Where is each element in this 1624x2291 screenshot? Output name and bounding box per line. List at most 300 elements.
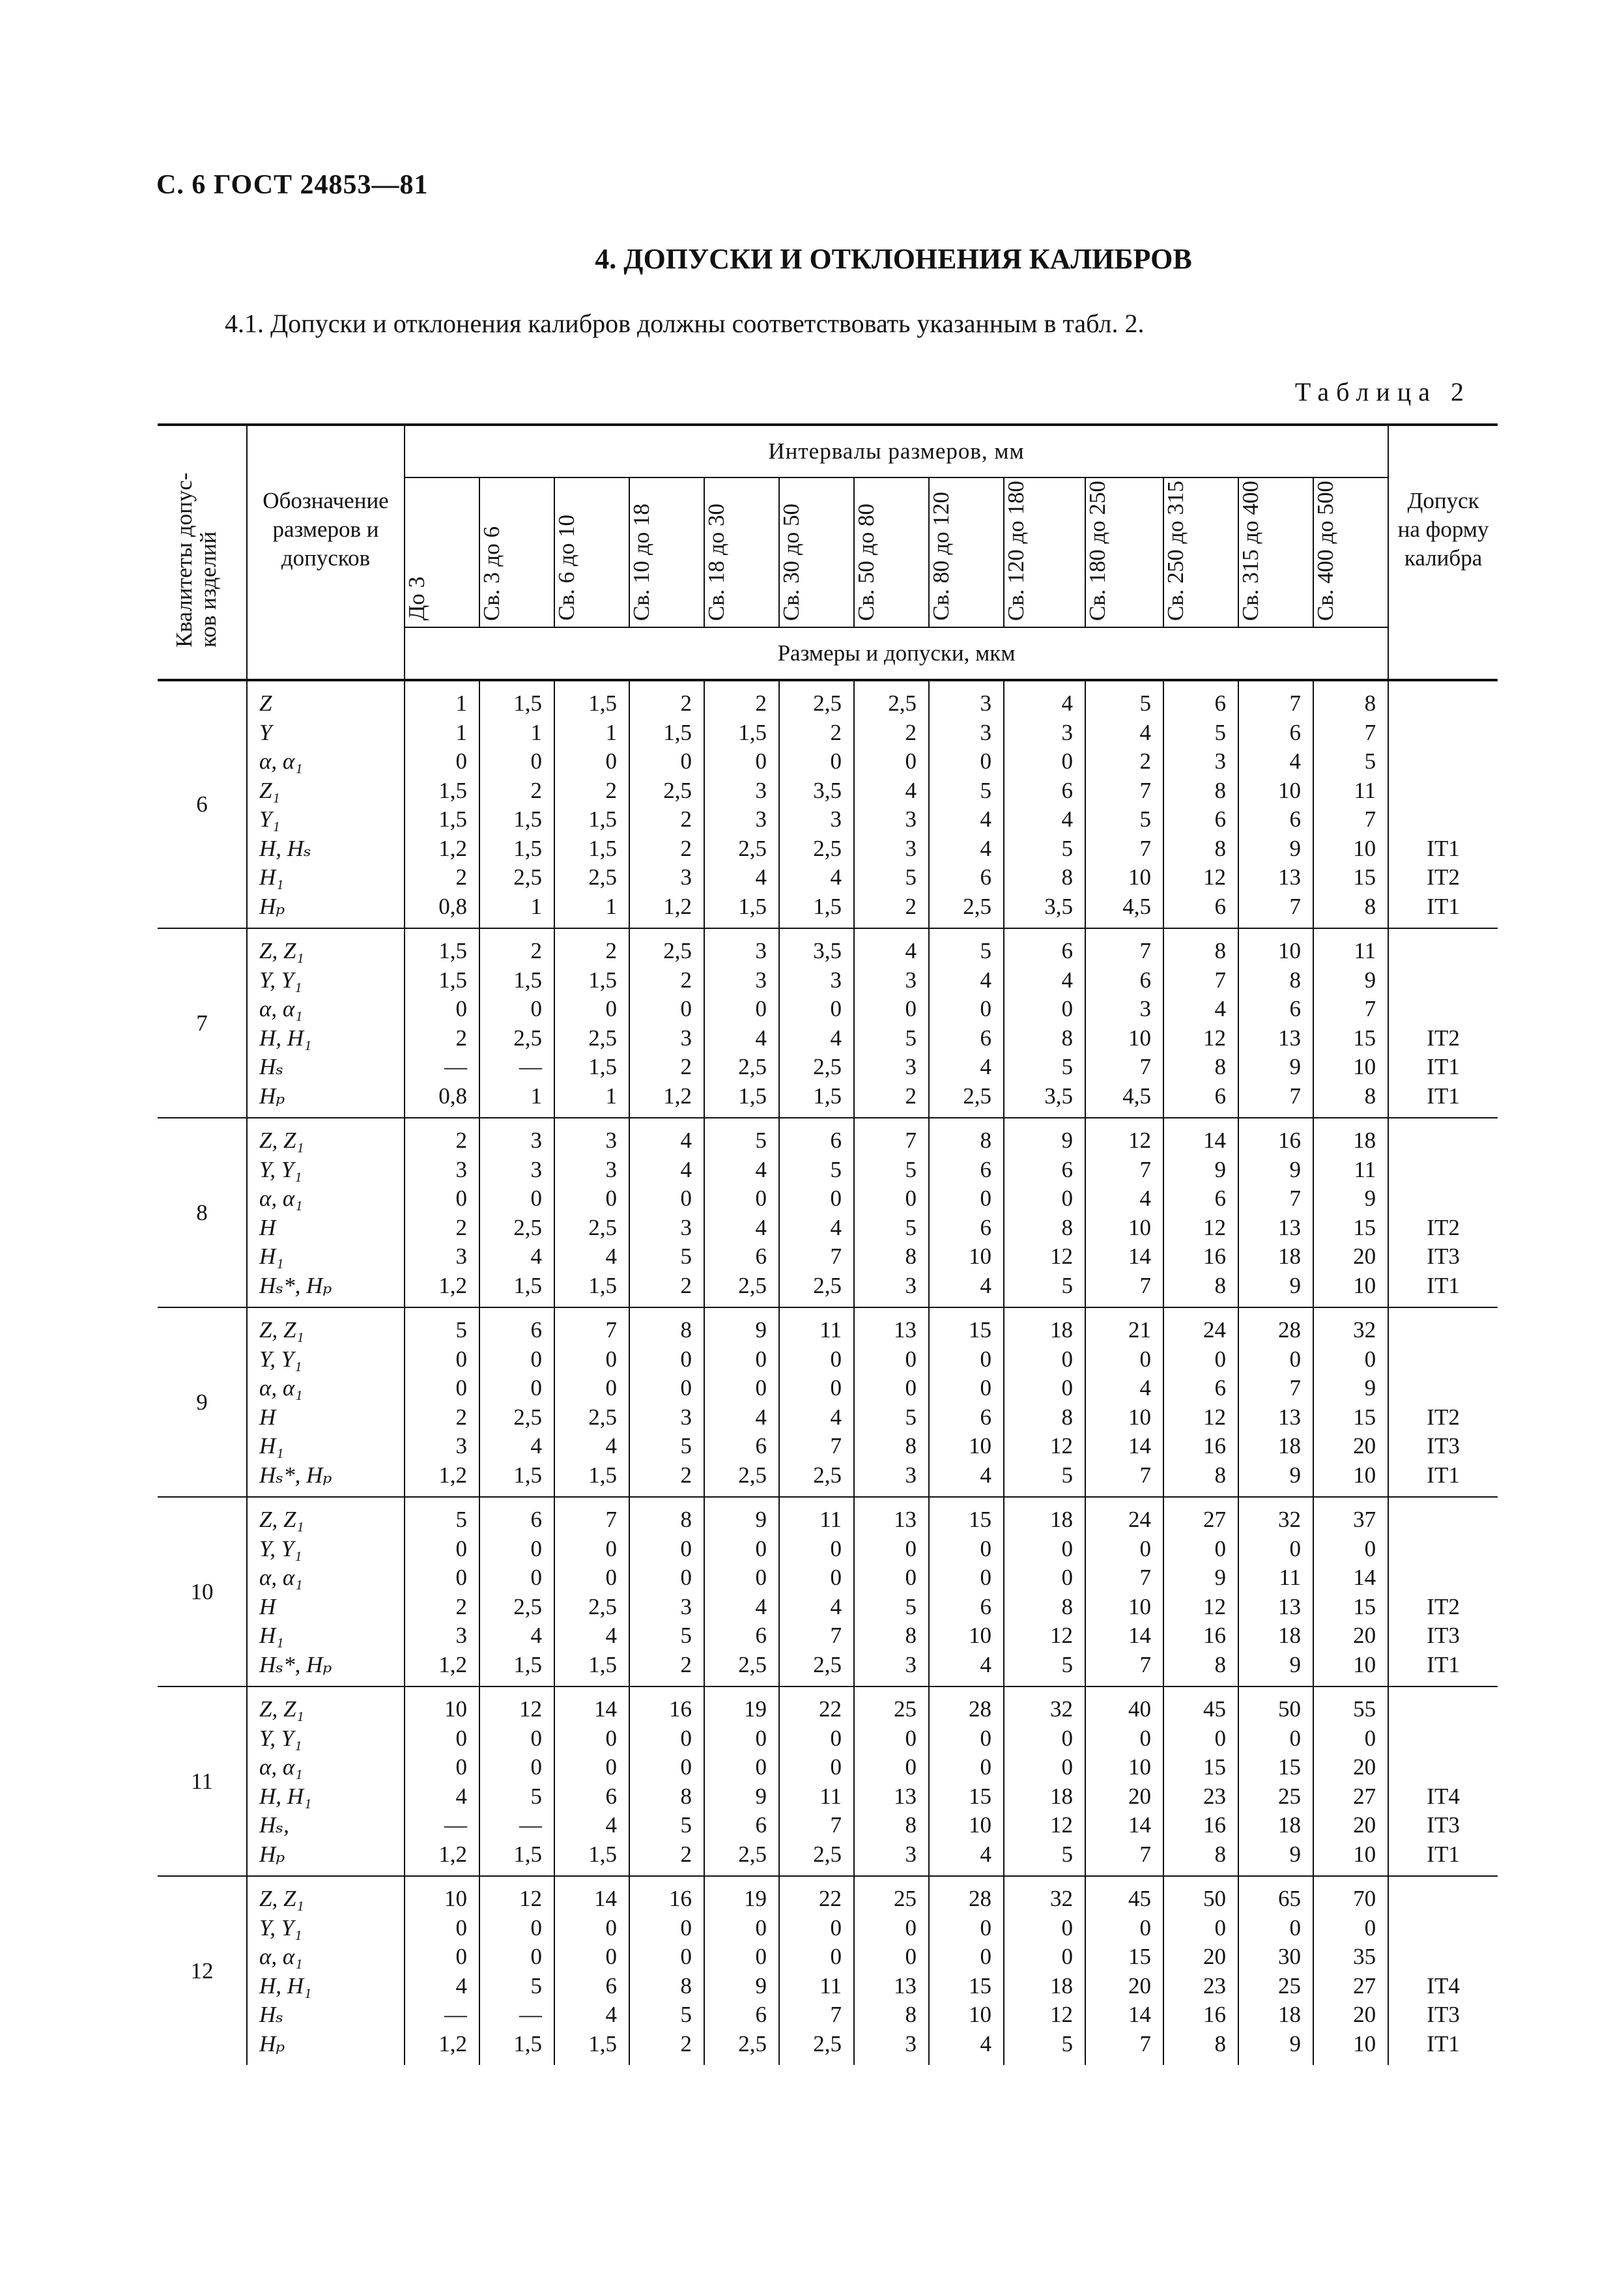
value-line: 10 [1353,835,1376,861]
value-line: 0 [905,1535,917,1561]
value-cell [1313,1686,1388,1876]
value-line: 3 [980,719,991,745]
value-line: 2 [680,1054,692,1079]
value-line: — [519,1054,542,1079]
form-tolerance-line: IT1 [1427,1841,1460,1867]
value-line: 2 [680,1841,692,1867]
value-line: 10 [969,1812,991,1838]
designation-line: H₁ [259,1623,284,1648]
interval-header-text: Св. 250 до 315 [1163,480,1188,621]
value-line: 12 [1128,1128,1151,1153]
designation-line: Z, Z₁ [259,938,304,963]
value-cell [405,1118,479,1307]
value-line: 0 [680,1725,692,1751]
value-line: 15 [1353,1593,1376,1619]
value-cell [479,928,554,1118]
form-tolerance-line: IT2 [1427,1404,1460,1430]
value-line: 10 [969,1623,991,1648]
value-line: 20 [1353,1754,1376,1780]
value-line: 18 [1050,1972,1073,1999]
designation-line: α, α₁ [259,748,303,774]
value-line: 4 [1139,1186,1151,1211]
value-line: 0 [455,1725,467,1751]
designation-line: H₁ [259,864,284,890]
value-line: 18 [1050,1507,1073,1532]
value-line: 0 [1139,1346,1151,1372]
designation-line: Hₚ [259,1083,285,1109]
value-line: 0 [1061,1725,1073,1751]
value-line: 0 [605,1914,617,1941]
value-line: 0 [605,748,617,774]
form-tolerance-line [1389,776,1498,806]
value-line: 0 [530,1914,542,1941]
value-line: 6 [980,1156,991,1182]
form-tolerance-line [1389,1156,1498,1185]
value-line: 0 [1214,1346,1226,1372]
value-line: 0 [755,1914,767,1941]
tolerance-table [158,423,1498,2065]
value-line: 4 [605,1244,617,1269]
value-line: 0 [680,1565,692,1590]
value-line: — [519,2002,542,2027]
designation-line: Y, Y₁ [259,1346,302,1372]
value-line: 7 [1214,967,1226,993]
value-line: 0 [1214,1535,1226,1561]
value-line: 4 [605,1433,617,1459]
form-tolerance-line: IT1 [1427,2030,1460,2056]
value-cell [929,1686,1004,1876]
value-line: 5 [905,1025,917,1051]
form-tolerance-line: IT2 [1427,1214,1460,1240]
value-line: 8 [1214,2030,1226,2056]
value-line: 2,5 [513,1593,542,1619]
interval-header [779,477,854,627]
value-line: 7 [1139,1651,1151,1677]
interval-header [854,477,929,627]
value-line: 5 [455,1507,467,1532]
value-line: 6 [1061,777,1073,803]
value-line: 0 [905,1914,917,1941]
value-line: 0 [980,1346,991,1372]
value-line: 13 [894,1972,917,1999]
value-cell [1163,1876,1238,2065]
value-line: 1,2 [438,1462,467,1488]
value-line: 7 [1139,777,1151,803]
value-line: 2 [455,864,467,890]
value-line: 20 [1128,1783,1151,1809]
value-line: 5 [1061,1651,1073,1677]
designation-line: H, H₁ [259,1972,312,1999]
value-line: 0 [680,1944,692,1969]
value-line: 0 [1364,1346,1376,1372]
value-cell [704,1686,779,1876]
value-line: 6 [1139,967,1151,993]
value-line: 6 [830,1128,842,1153]
value-line: 35 [1353,1944,1376,1969]
value-line: 65 [1278,1886,1301,1911]
value-line: 3 [680,1593,692,1619]
value-line: 32 [1353,1317,1376,1343]
value-cell [704,1876,779,2065]
form-tolerance-line [1389,1914,1498,1943]
value-cell [779,680,854,928]
value-line: 3 [905,835,917,861]
value-line: 5 [980,777,991,803]
value-cell [554,1497,629,1686]
form-tolerance-line: IT1 [1427,1083,1460,1109]
value-line: 1,5 [738,719,767,745]
value-line: 0 [755,1754,767,1780]
value-line: 8 [1364,690,1376,716]
value-line: 10 [1128,1214,1151,1240]
value-line: 0 [980,1186,991,1211]
designation-line: α, α₁ [259,1375,303,1401]
value-line: 8 [1214,1054,1226,1079]
value-line: 2,5 [813,1054,842,1079]
value-line: 2,5 [663,777,692,803]
value-line: 0 [905,1725,917,1751]
value-line: 5 [905,1593,917,1619]
value-line: 27 [1353,1972,1376,1999]
value-line: 45 [1203,1696,1226,1722]
value-cell [1238,1307,1313,1497]
quality-group-row [158,1307,1498,1497]
value-line: 4 [455,1783,467,1809]
value-line: 6 [1061,1156,1073,1182]
value-cell [554,928,629,1118]
value-cell [629,1118,704,1307]
value-line: 0 [980,1535,991,1561]
value-line: 18 [1050,1317,1073,1343]
designation-line: Y, Y₁ [259,1156,302,1182]
value-line: 7 [830,1244,842,1269]
value-line: 2,5 [513,1214,542,1240]
value-line: 16 [1278,1128,1301,1153]
value-line: 12 [1050,2002,1073,2027]
value-line: 0 [530,1346,542,1372]
value-line: 18 [1278,2002,1301,2027]
value-line: 18 [1278,1812,1301,1838]
value-line: 0 [830,1754,842,1780]
value-line: 4 [1139,719,1151,745]
value-line: 0,8 [438,893,467,919]
value-line: 3 [755,967,767,993]
value-line: 4,5 [1122,893,1151,919]
value-line: 18 [1278,1623,1301,1648]
value-line: 10 [1128,1404,1151,1430]
value-line: 10 [969,1433,991,1459]
value-line: 11 [1354,1156,1376,1182]
value-line: 2 [680,690,692,716]
form-tolerance-line [1389,1563,1498,1593]
value-cell [929,1307,1004,1497]
value-line: 15 [1128,1944,1151,1969]
form-tolerance-line: IT1 [1427,1272,1460,1298]
value-line: 14 [1353,1565,1376,1590]
value-line: 10 [1353,1651,1376,1677]
value-line: 7 [1139,938,1151,963]
value-line: 10 [1128,1025,1151,1051]
interval-header-text: Св. 400 до 500 [1313,480,1338,621]
designation-cell [247,1118,405,1307]
value-line: 14 [1128,2002,1151,2027]
value-line: 22 [819,1886,842,1911]
value-line: 9 [1214,1156,1226,1182]
value-line: — [519,1812,542,1838]
form-tolerance-line: IT1 [1427,1462,1460,1488]
value-line: 0 [605,1186,617,1211]
value-line: 2 [455,1128,467,1153]
value-line: 2,5 [738,1054,767,1079]
value-line: 10 [1128,864,1151,890]
value-line: 6 [980,1025,991,1051]
value-line: 9 [1289,1054,1301,1079]
value-line: 2,5 [663,938,692,963]
value-line: 8 [905,1433,917,1459]
value-line: 18 [1278,1244,1301,1269]
value-line: 0 [680,1186,692,1211]
value-line: 0 [1214,1914,1226,1941]
value-line: 14 [1128,1433,1151,1459]
value-line: 12 [1050,1623,1073,1648]
value-line: 0 [1364,1535,1376,1561]
value-line: 0 [605,1535,617,1561]
value-line: 0 [1364,1914,1376,1941]
value-line: 0 [905,1186,917,1211]
value-line: 3 [605,1156,617,1182]
form-tolerance-line [1389,719,1498,748]
designation-line: Z, Z₁ [259,1317,304,1343]
value-cell [405,928,479,1118]
value-line: 28 [1278,1317,1301,1343]
value-line: 0 [755,1535,767,1561]
interval-header-text: Св. 50 до 80 [853,503,879,621]
value-line: 0 [455,1914,467,1941]
value-line: 1,5 [438,777,467,803]
value-line: 1,2 [438,2030,467,2056]
value-line: 18 [1278,1433,1301,1459]
value-line: 0 [1289,1725,1301,1751]
value-cell [1085,1307,1163,1497]
designation-line: Y, Y₁ [259,1725,302,1751]
value-line: 3,5 [813,938,842,963]
value-line: 12 [1050,1244,1073,1269]
value-cell [405,1686,479,1876]
form-tolerance-line [1389,966,1498,995]
page-header: С. 6 ГОСТ 24853—81 [156,170,429,200]
value-cell [479,1118,554,1307]
value-line: 11 [1354,777,1376,803]
value-line: 1,5 [738,893,767,919]
value-line: 7 [1289,1375,1301,1401]
value-line: 2 [830,719,842,745]
value-line: 9 [755,1783,767,1809]
form-tolerance-line: IT2 [1427,864,1460,890]
designation-line: Hₛ*, Hₚ [259,1462,332,1488]
value-line: 1 [530,1083,542,1109]
value-line: 12 [519,1696,542,1722]
value-line: 19 [744,1886,767,1911]
value-line: 12 [1203,1214,1226,1240]
value-line: 19 [744,1696,767,1722]
value-cell [405,1497,479,1686]
value-line: 2 [680,1272,692,1298]
value-line: 9 [1289,1462,1301,1488]
value-line: 2 [680,2030,692,2056]
value-line: 7 [1364,806,1376,832]
form-tolerance-line [1389,805,1498,834]
value-line: 7 [605,1507,617,1532]
value-line: 15 [969,1972,991,1999]
value-line: 3 [755,777,767,803]
value-cell [554,1686,629,1876]
value-line: 15 [1203,1754,1226,1780]
value-line: 2,5 [513,1025,542,1051]
value-line: 6 [980,1593,991,1619]
value-line: 5 [1139,690,1151,716]
value-cell [1313,1118,1388,1307]
value-line: 8 [1061,1404,1073,1430]
value-line: 0 [680,1535,692,1561]
value-line: 1 [605,893,617,919]
value-line: 1,5 [588,967,617,993]
value-line: 1,2 [663,893,692,919]
value-line: 0 [1289,1535,1301,1561]
value-line: 0 [530,1725,542,1751]
value-line: 0 [1214,1725,1226,1751]
value-line: 4 [605,1812,617,1838]
value-line: 6 [1061,938,1073,963]
quality-group-row [158,1497,1498,1686]
value-line: 4 [980,1272,991,1298]
value-line: 2,5 [738,2030,767,2056]
value-line: 0 [530,1186,542,1211]
value-line: 16 [1203,1812,1226,1838]
value-line: 7 [1139,1054,1151,1079]
column-header-quality [158,425,247,680]
value-line: 4 [1061,967,1073,993]
value-line: 1 [455,719,467,745]
value-line: 4,5 [1122,1083,1151,1109]
designation-line: Z, Z₁ [259,1128,304,1153]
value-line: 1,5 [588,1841,617,1867]
value-line: 0 [605,1375,617,1401]
value-cell [854,1118,929,1307]
value-line: 12 [1203,1404,1226,1430]
value-line: 16 [1203,1244,1226,1269]
value-line: 4 [680,1128,692,1153]
interval-header [479,477,554,627]
value-line: 5 [1061,1841,1073,1867]
form-tolerance-line [1389,1885,1498,1914]
value-line: 6 [1214,1375,1226,1401]
value-line: 8 [1214,835,1226,861]
value-cell [1085,1497,1163,1686]
value-line: 1,5 [513,2030,542,2056]
form-tolerance-line [1389,1535,1498,1564]
value-line: 18 [1050,1783,1073,1809]
value-line: 0 [530,1565,542,1590]
value-line: 70 [1353,1886,1376,1911]
designation-line: α, α₁ [259,1565,303,1590]
form-tolerance-line: IT2 [1427,1593,1460,1619]
value-cell [779,1497,854,1686]
value-line: 6 [755,1244,767,1269]
value-line: 0 [905,1346,917,1372]
value-line: 2,5 [738,1841,767,1867]
value-line: 0 [905,1375,917,1401]
value-line: 4 [755,1025,767,1051]
value-cell [704,1307,779,1497]
form-tolerance-line [1389,995,1498,1024]
value-line: 4 [905,777,917,803]
value-line: 20 [1353,2002,1376,2027]
designation-line: α, α₁ [259,1754,303,1780]
value-line: 4 [830,1404,842,1430]
value-line: 0 [455,748,467,774]
form-tolerance-line: IT1 [1427,835,1460,861]
value-cell [1004,1497,1085,1686]
designation-line: H, H₁ [259,1025,312,1051]
value-line: 0 [455,1346,467,1372]
interval-header [1085,477,1163,627]
value-line: 2 [455,1214,467,1240]
value-line: 3 [830,806,842,832]
value-line: 0 [1061,1186,1073,1211]
value-line: 0 [455,1535,467,1561]
value-line: 4 [530,1433,542,1459]
value-line: 2,5 [588,1404,617,1430]
value-line: 13 [1278,1404,1301,1430]
value-line: 0 [830,1565,842,1590]
value-line: 8 [1364,893,1376,919]
value-line: 0 [1061,1944,1073,1969]
value-line: 13 [894,1783,917,1809]
value-line: 10 [1128,1593,1151,1619]
value-cell [1238,1497,1313,1686]
value-line: 37 [1353,1507,1376,1532]
designation-cell [247,1686,405,1876]
value-line: 1,5 [663,719,692,745]
value-line: 1 [605,1083,617,1109]
designation-line: Hₚ [259,1841,285,1867]
interval-header-text: Св. 120 до 180 [1003,480,1029,621]
value-line: 8 [1214,1841,1226,1867]
value-cell [704,1497,779,1686]
value-line: 11 [819,1317,842,1343]
value-line: 14 [594,1886,617,1911]
designation-cell [247,1876,405,2065]
value-line: 3,5 [813,777,842,803]
value-line: 5 [680,1812,692,1838]
value-line: 9 [755,1972,767,1999]
value-line: 9 [1061,1128,1073,1153]
value-line: 11 [819,1972,842,1999]
value-line: 1,5 [438,967,467,993]
value-line: 0 [1289,1346,1301,1372]
value-cell [629,1876,704,2065]
value-line: 12 [1203,864,1226,890]
value-line: 1,5 [513,1841,542,1867]
value-line: 3 [680,1404,692,1430]
value-line: 0 [1061,1375,1073,1401]
form-tolerance-line [1389,1695,1498,1724]
value-line: 9 [755,1317,767,1343]
value-line: 13 [1278,1593,1301,1619]
value-line: 2 [905,1083,917,1109]
value-line: 20 [1353,1433,1376,1459]
value-line: 5 [830,1156,842,1182]
